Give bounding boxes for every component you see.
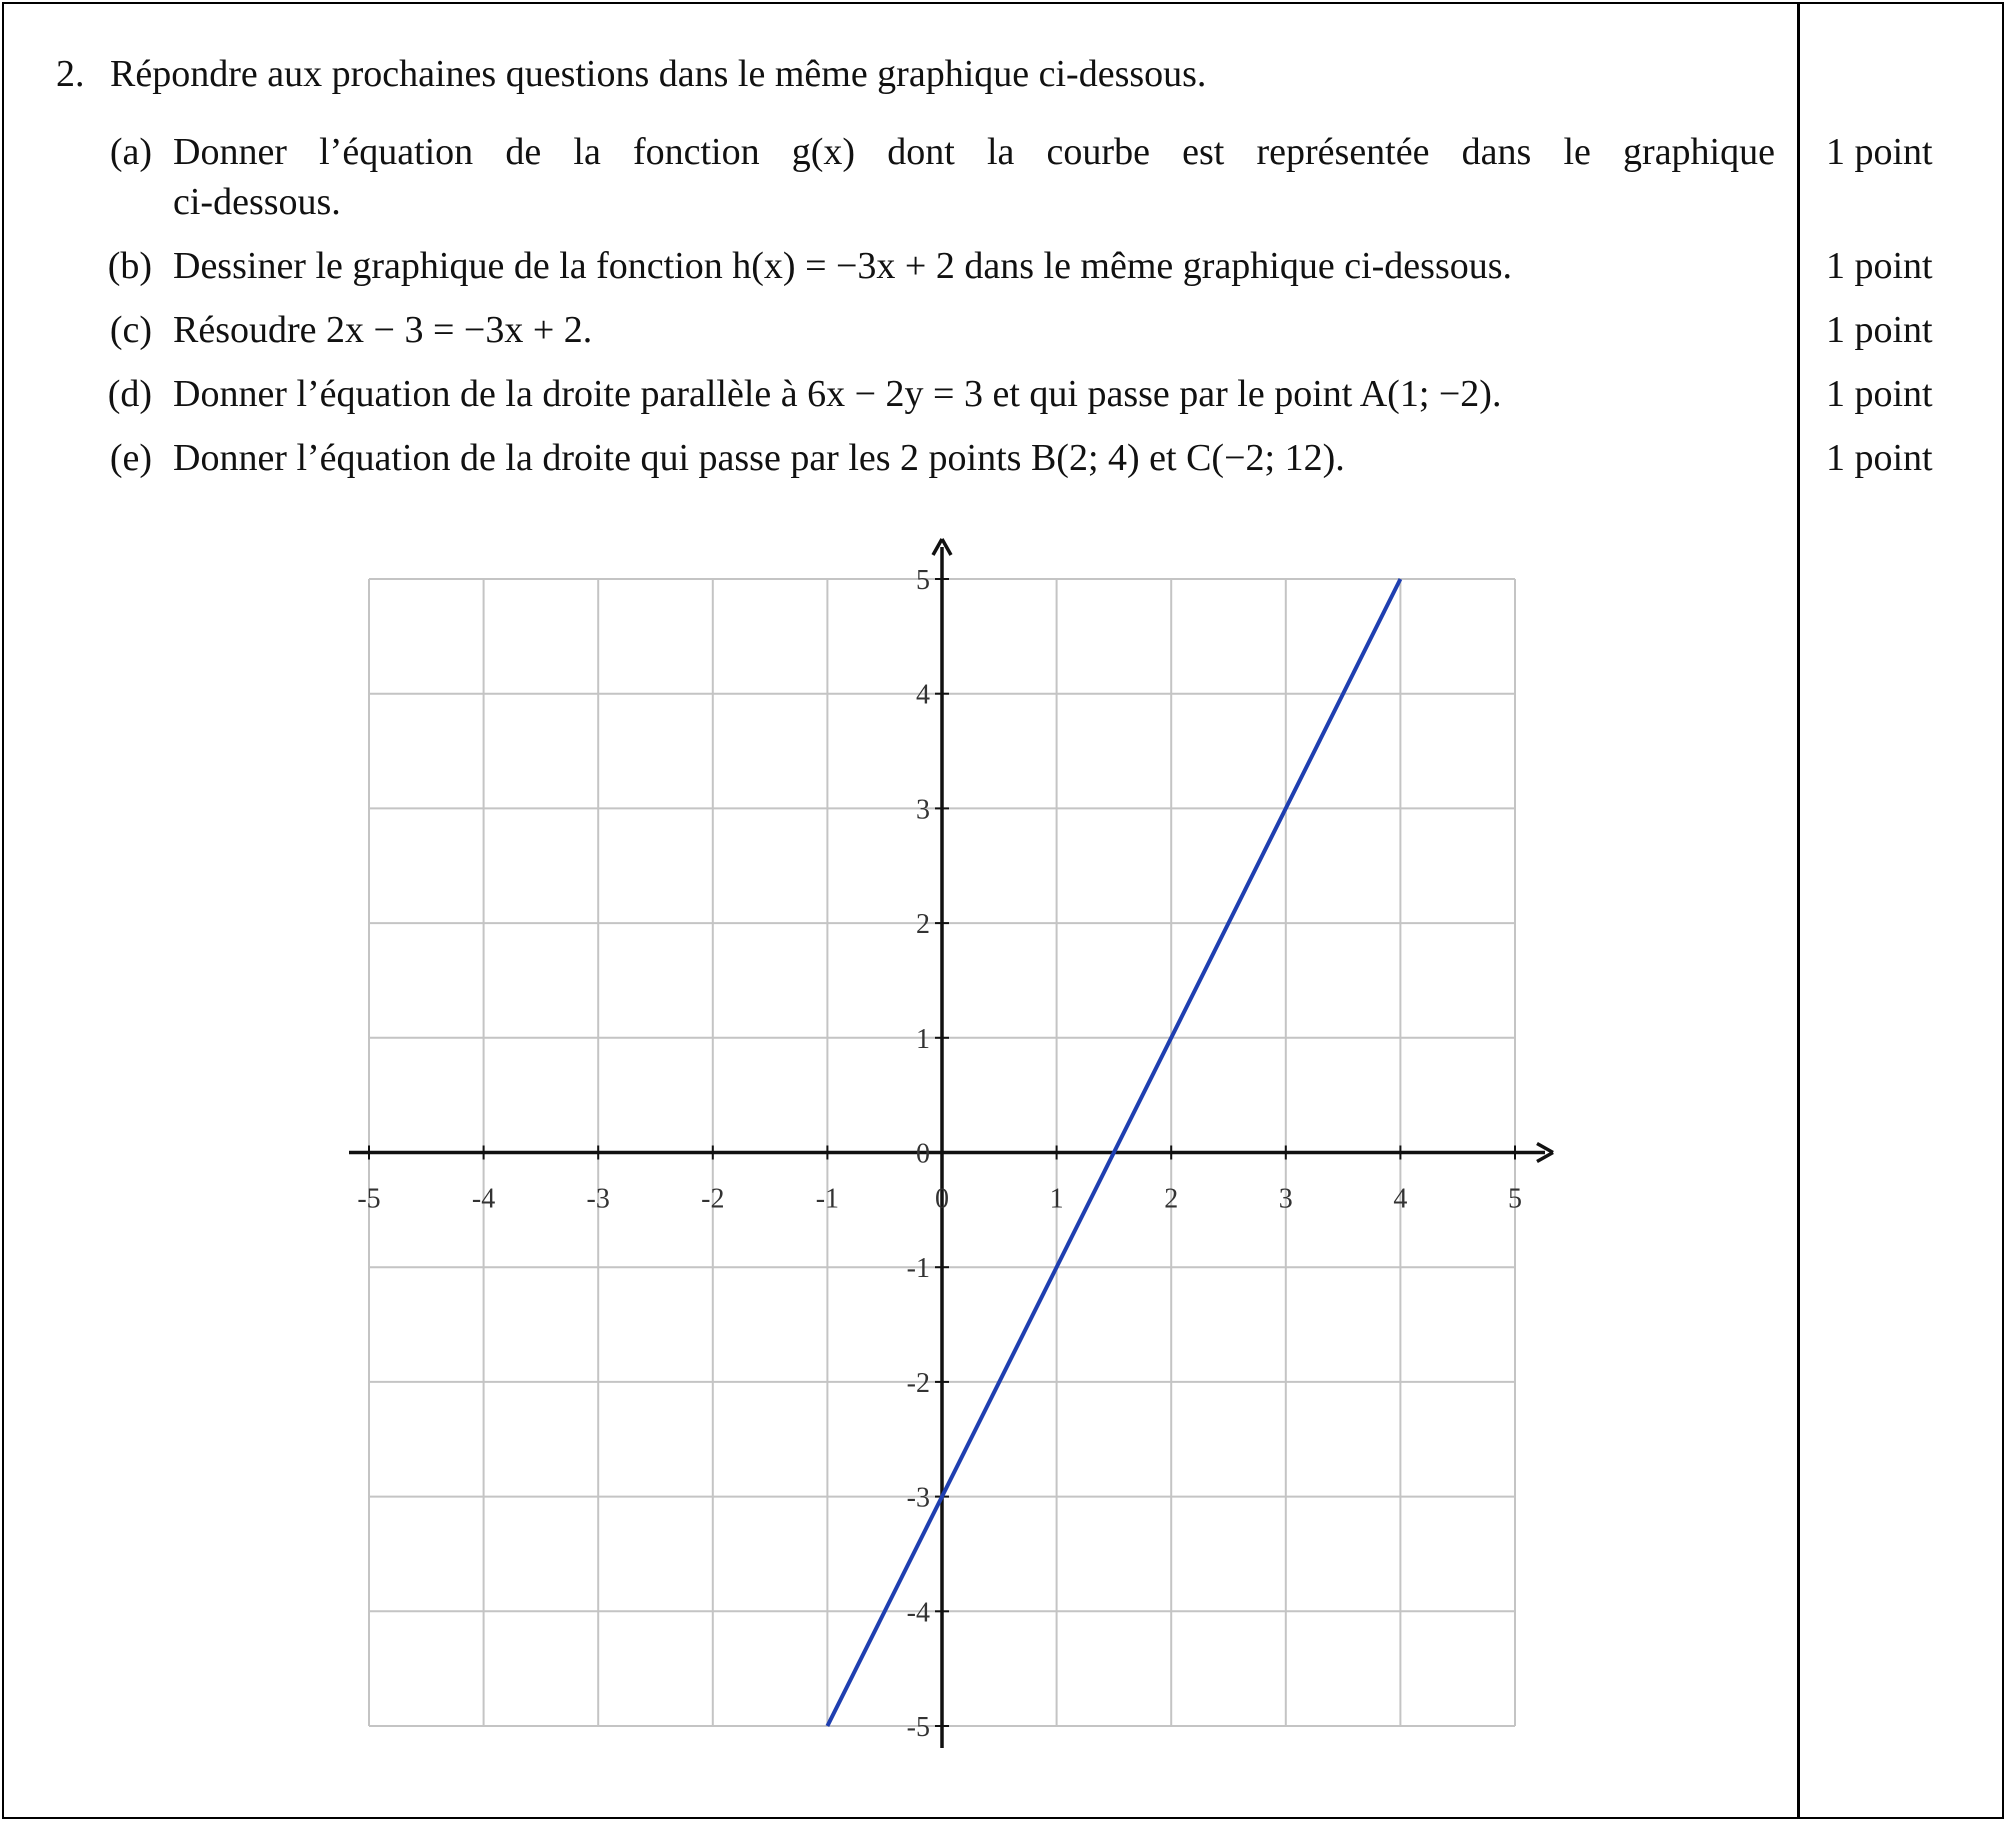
item-e-text: Donner l’équation de la droite qui passe par les 2 points B(2; 4) et C(−2; 12). [173,437,1345,479]
x-tick-label: 5 [1508,1183,1522,1215]
item-a-continuation: ci-dessous. [173,181,341,223]
y-tick-label: 2 [916,909,930,941]
item-a-label: (a) [109,131,152,173]
y-tick-label: 4 [916,679,930,711]
y-tick-label: -2 [906,1367,930,1399]
x-tick-label: 3 [1278,1183,1293,1215]
y-tick-label: -1 [906,1253,930,1285]
y-tick-label: 3 [916,794,930,826]
axes [349,539,1553,1748]
y-tick-label: -3 [906,1482,930,1514]
item-d-text: Donner l’équation de la droite parallèle à 6x − 2y = 3 et qui passe par le point A(1; −2). [173,373,1502,415]
item-d-points: 1 point [1826,373,1933,415]
y-tick-label: 0 [916,1138,930,1170]
x-tick-label: -1 [815,1183,840,1215]
item-e-points: 1 point [1826,437,1933,479]
question-number: 2. [56,53,85,95]
x-tick-label: 0 [935,1183,949,1215]
item-c-label: (c) [109,309,152,351]
y-tick-label: 1 [916,1023,930,1055]
y-tick-label: -4 [906,1597,930,1629]
item-b-label: (b) [107,245,152,287]
item-b-points: 1 point [1826,245,1933,287]
item-d-label: (d) [107,373,152,415]
item-b-text: Dessiner le graphique de la fonction h(x) = −3x + 2 dans le même graphique ci-dessous. [173,245,1513,287]
x-tick-label: -3 [586,1183,610,1215]
x-tick-label: 4 [1393,1183,1408,1215]
y-tick-label: 5 [916,565,930,596]
item-e-label: (e) [109,437,152,479]
item-a-text: Donner l’équation de la fonction g(x) dont la courbe est représentée dans le graphique [173,131,1775,173]
x-tick-label: -4 [471,1183,496,1215]
x-tick-label: -2 [701,1183,725,1215]
item-c-text: Résoudre 2x − 3 = −3x + 2. [173,309,593,351]
item-c-points: 1 point [1826,309,1933,351]
x-tick-label: 2 [1164,1183,1179,1215]
y-tick-label: -5 [906,1712,930,1743]
item-a-points: 1 point [1826,131,1933,173]
x-tick-label: 1 [1049,1183,1064,1215]
question-title: Répondre aux prochaines questions dans le même graphique ci-dessous. [110,53,1207,95]
x-tick-label: -5 [357,1183,381,1215]
